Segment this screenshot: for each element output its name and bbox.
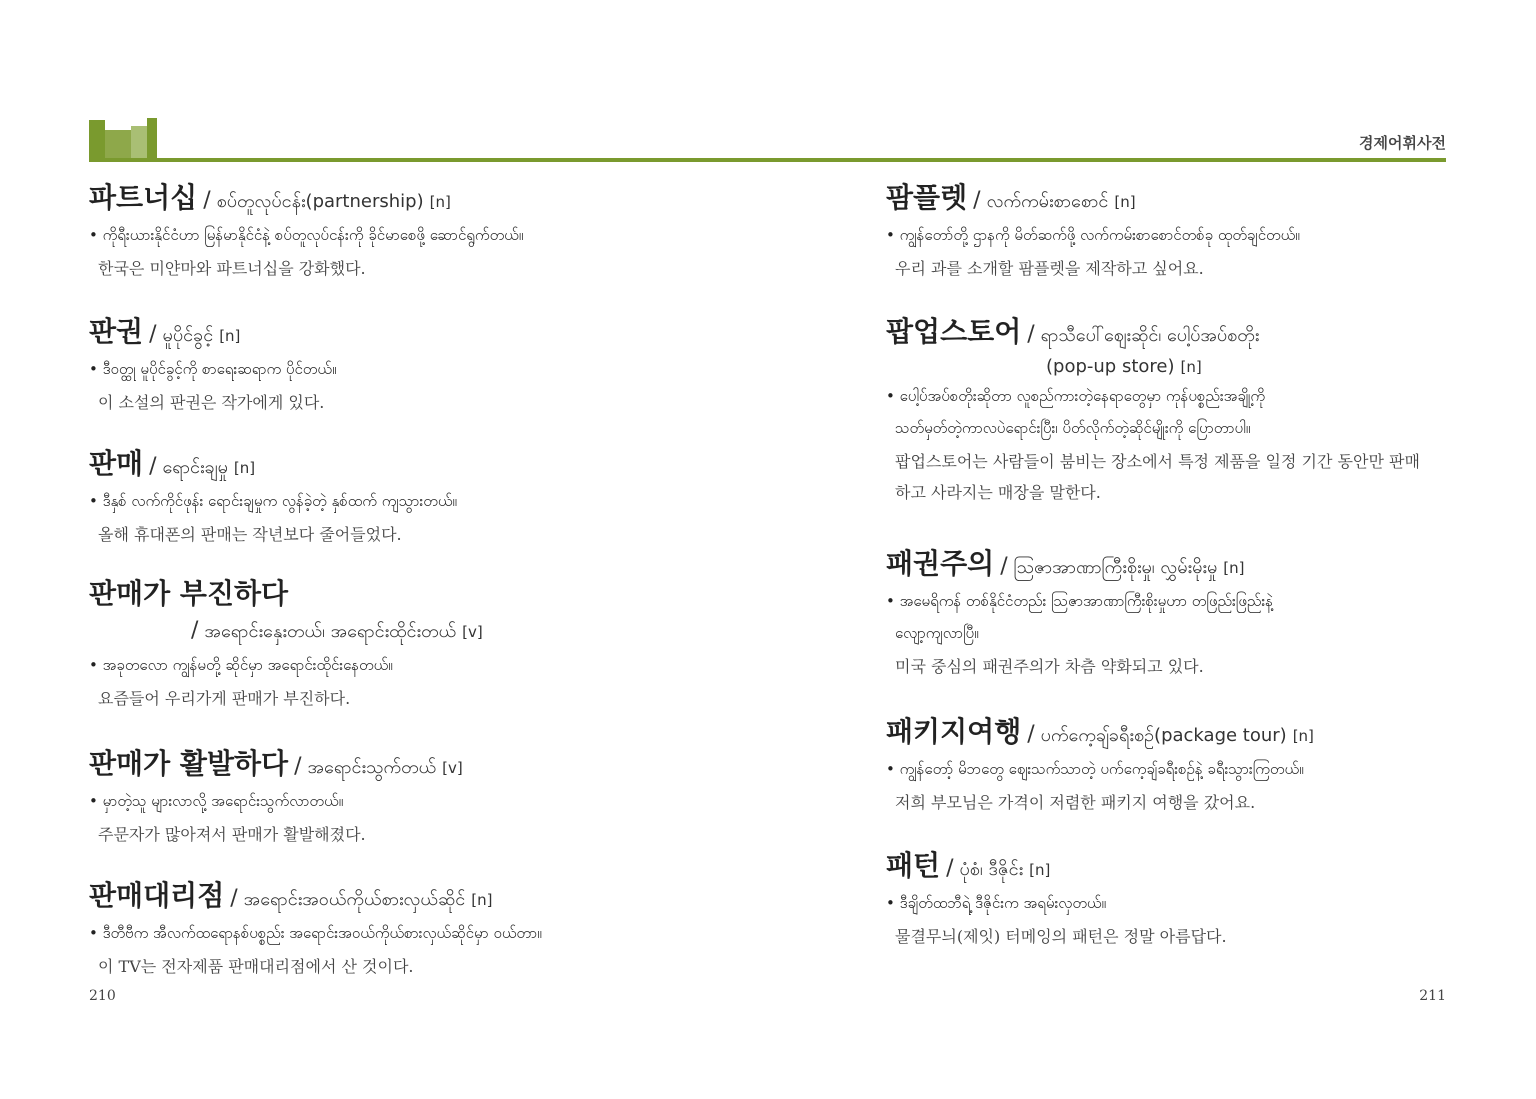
entry-meaning-line: [89, 618, 729, 646]
page-number-right: 211: [1419, 988, 1446, 1004]
dictionary-entry: [886, 710, 1446, 813]
separator: /: [1000, 554, 1008, 579]
entry-heading: [89, 310, 729, 350]
meaning: ပက်ကေ့ချ်ခရီးစဉ်(package tour): [1040, 725, 1287, 746]
example-korean-continued: 하고 사라지는 매장을 말한다.: [895, 483, 1101, 502]
headword: 판매대리점: [89, 879, 225, 912]
entry-heading: [886, 710, 1446, 750]
example-myanmar-continued: လျော့ကျလာပြီ။: [895, 624, 979, 642]
separator: /: [973, 188, 981, 213]
part-of-speech: [n]: [1114, 193, 1136, 211]
book-title: 경제어휘사전: [1359, 134, 1446, 152]
separator: /: [1027, 322, 1035, 347]
separator: /: [149, 322, 157, 347]
example-myanmar: • အမေရိကန် တစ်နိုင်ငံတည်း သြဇာအာဏာကြီးစိုးမှုဟာ တဖြည်းဖြည်းနဲ့: [886, 592, 1273, 610]
entry-heading: [886, 844, 1446, 884]
part-of-speech: [n]: [219, 327, 241, 345]
meaning: အရောင်းနှေးတယ်၊ အရောင်းထိုင်းတယ်: [204, 621, 457, 642]
example-korean: 이 소설의 판권은 작가에게 있다.: [98, 393, 325, 412]
header-rule: [89, 158, 1446, 162]
entry-heading: [886, 310, 1446, 350]
separator: /: [203, 188, 211, 213]
meaning: ရောင်းချမှု: [162, 457, 228, 478]
headword: 판매: [89, 447, 144, 480]
part-of-speech: [n]: [233, 459, 256, 477]
part-of-speech: [n]: [1292, 727, 1314, 745]
part-of-speech: [n]: [471, 891, 493, 909]
dictionary-entry: [89, 442, 729, 545]
headword: 판매가 활발하다: [89, 747, 289, 780]
example-korean: 요즘들어 우리가게 판매가 부진하다.: [98, 689, 351, 708]
part-of-speech: [n]: [429, 193, 451, 211]
separator: /: [1027, 722, 1035, 747]
headword: 판매가 부진하다: [89, 577, 289, 610]
part-of-speech: [n]: [1029, 861, 1051, 879]
example-korean: 저희 부모님은 가격이 저렴한 패키지 여행을 갔어요.: [895, 793, 1256, 812]
header-decoration: [89, 118, 159, 160]
meaning: မူပိုင်ခွင့်: [162, 325, 214, 346]
dictionary-entry: [89, 310, 729, 413]
page-number-left: 210: [89, 988, 116, 1004]
example-korean: 한국은 미얀마와 파트너십을 강화했다.: [98, 259, 366, 278]
dictionary-entry: [89, 572, 729, 709]
example-myanmar: • ဒီတီဗီက အီလက်ထရောနစ်ပစ္စည်း အရောင်းအဝယ်ကိုယ်စားလှယ်ဆိုင်မှာ ဝယ်တာ။: [89, 924, 542, 942]
part-of-speech: [v]: [442, 759, 463, 777]
dictionary-entry: [89, 874, 729, 977]
headword: 패권주의: [886, 547, 995, 580]
example-korean: 이 TV는 전자제품 판매대리점에서 산 것이다.: [98, 957, 414, 976]
entry-meaning-line: [886, 356, 1446, 377]
meaning: စပ်တူလုပ်ငန်း(partnership): [216, 191, 424, 212]
entry-heading: [89, 874, 729, 914]
entry-heading: [89, 572, 729, 612]
dictionary-entry: [886, 844, 1446, 947]
separator: /: [230, 886, 238, 911]
part-of-speech: [n]: [1223, 559, 1245, 577]
example-myanmar: • ကိုရီးယားနိုင်ငံဟာ မြန်မာနိုင်ငံနဲ့ စပ်တူလုပ်ငန်းကို ခိုင်မာစေဖို့ ဆောင်ရွက်တယ်။: [89, 226, 524, 244]
entry-heading: [89, 442, 729, 482]
separator: /: [294, 754, 302, 779]
headword: 팝업스토어: [886, 315, 1022, 348]
separator: /: [191, 618, 199, 643]
example-myanmar: • ဒီနှစ် လက်ကိုင်ဖုန်း ရောင်းချမှုက လွန်ခဲ့တဲ့ နှစ်ထက် ကျသွားတယ်။: [89, 492, 457, 510]
entry-heading: [886, 176, 1446, 216]
example-korean: 우리 과를 소개할 팜플렛을 제작하고 싶어요.: [895, 259, 1204, 278]
headword: 패키지여행: [886, 715, 1022, 748]
meaning: လက်ကမ်းစာစောင်: [986, 191, 1109, 212]
meaning: ရာသီပေါ်ဈေးဆိုင်၊ ပေါ့ပ်အပ်စတိုး: [1040, 325, 1260, 346]
example-korean: 올해 휴대폰의 판매는 작년보다 줄어들었다.: [98, 525, 402, 544]
headword: 파트너십: [89, 181, 198, 214]
dictionary-entry: [886, 176, 1446, 279]
dictionary-entry: [886, 542, 1446, 677]
headword: 판권: [89, 315, 144, 348]
part-of-speech: [v]: [462, 623, 483, 641]
separator: /: [149, 454, 157, 479]
dictionary-entry: [89, 176, 729, 279]
meaning: အရောင်းသွက်တယ်: [307, 757, 437, 778]
entry-heading: [89, 176, 729, 216]
example-korean: 주문자가 많아져서 판매가 활발해졌다.: [98, 825, 366, 844]
example-korean: 미국 중심의 패권주의가 차츰 약화되고 있다.: [895, 657, 1204, 676]
example-myanmar: • ပေါ့ပ်အပ်စတိုးဆိုတာ လူစည်ကားတဲ့နေရာတွေမှာ ကုန်ပစ္စည်းအချို့ကို: [886, 387, 1266, 405]
meaning-continued: (pop-up store): [1046, 356, 1175, 377]
example-korean: 물결무늬(제잇) 터메잉의 패턴은 정말 아름답다.: [895, 927, 1227, 946]
example-myanmar: • ဒီဝတ္ထု မူပိုင်ခွင့်ကို စာရေးဆရာက ပိုင်တယ်။: [89, 360, 337, 378]
entry-heading: [89, 742, 729, 782]
dictionary-entry: [886, 310, 1446, 503]
example-myanmar-continued: သတ်မှတ်တဲ့ကာလပဲရောင်းပြီး၊ ပိတ်လိုက်တဲ့ဆိုင်မျိုးကို ပြောတာပါ။: [895, 419, 1251, 437]
entry-heading: [886, 542, 1446, 582]
dictionary-entry: [89, 742, 729, 845]
meaning: ပုံစံ၊ ဒီဇိုင်း: [959, 859, 1024, 880]
example-myanmar: • အခုတလော ကျွန်မတို့ ဆိုင်မှာ အရောင်းထိုင်းနေတယ်။: [89, 656, 393, 674]
meaning: အရောင်းအဝယ်ကိုယ်စားလှယ်ဆိုင်: [243, 889, 466, 910]
separator: /: [946, 856, 954, 881]
part-of-speech: [n]: [1180, 358, 1202, 376]
headword: 팜플렛: [886, 181, 968, 214]
meaning: သြဇာအာဏာကြီးစိုးမှု၊ လွှမ်းမိုးမှု: [1013, 557, 1218, 578]
headword: 패턴: [886, 849, 941, 882]
example-myanmar: • ဒီချိတ်ထဘီရဲ့ ဒီဇိုင်းက အရမ်းလှတယ်။: [886, 894, 1107, 912]
example-myanmar: • မှာတဲ့သူ များလာလို့ အရောင်းသွက်လာတယ်။: [89, 792, 344, 810]
example-korean: 팝업스토어는 사람들이 붐비는 장소에서 특정 제품을 일정 기간 동안만 판매: [895, 452, 1420, 471]
example-myanmar: • ကျွန်တော်တို့ ဌာနကို မိတ်ဆက်ဖို့ လက်ကမ်းစာစောင်တစ်ခု ထုတ်ချင်တယ်။: [886, 226, 1300, 244]
example-myanmar: • ကျွန်တော့် မိဘတွေ ဈေးသက်သာတဲ့ ပက်ကေ့ချ်ခရီးစဉ်နဲ့ ခရီးသွားကြတယ်။: [886, 760, 1304, 778]
